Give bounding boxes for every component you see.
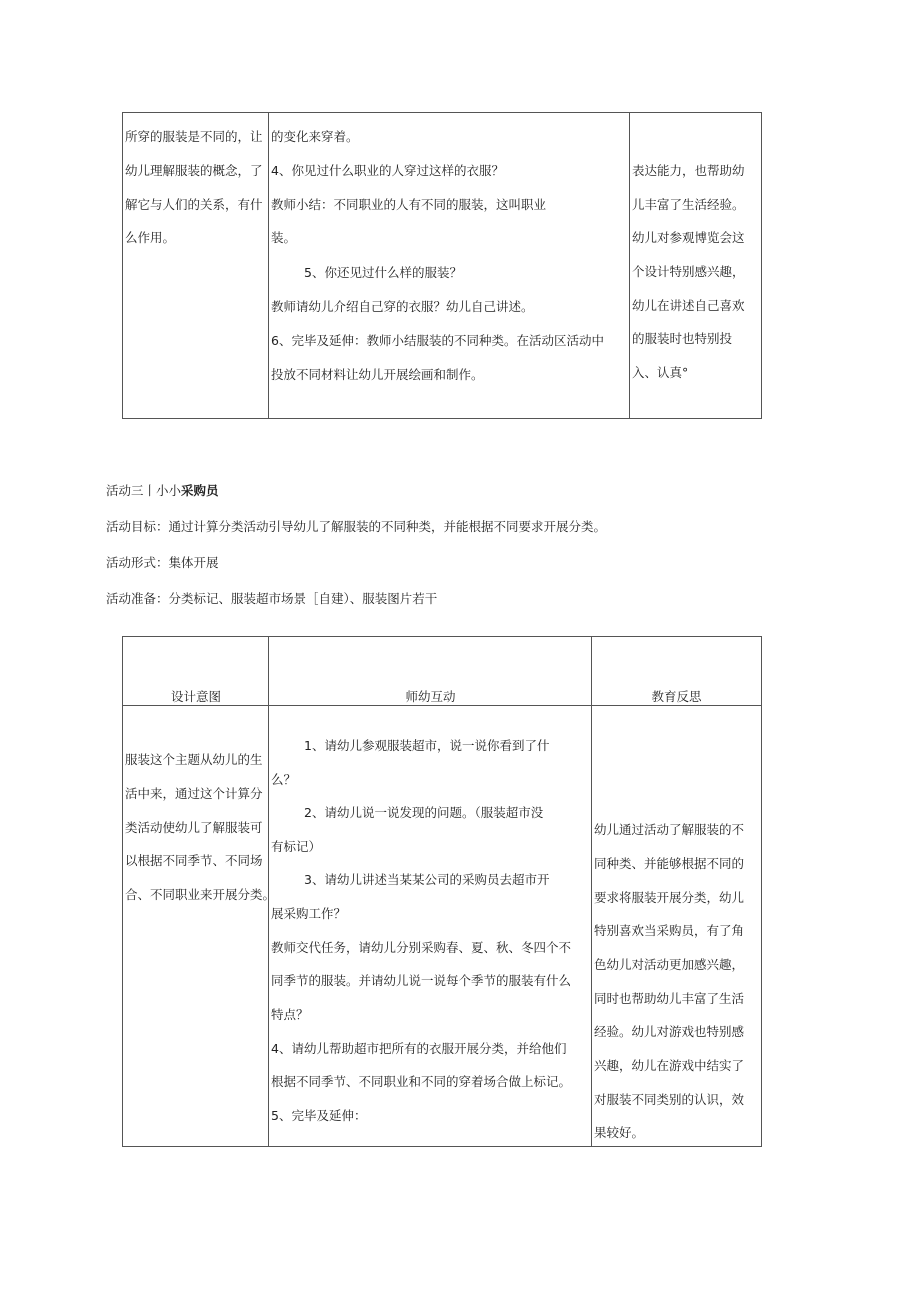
text-line: 解它与人们的关系，有什 [125,197,263,212]
text-line: 服装这个主题从幼儿的生 [125,752,263,767]
text-line: 兴趣，幼儿在游戏中结实了 [594,1058,745,1073]
activity-title-prefix: 活动三丨小小 [106,483,182,498]
header-reflection: 教育反思 [651,689,702,704]
text-line: 个设计特别感兴趣， [632,264,745,279]
text-line: 根据不同季节、不同职业和不同的穿着场合做上标记。 [271,1074,572,1089]
text-line: 展采购工作？ [271,906,347,921]
text-line: 要求将服装开展分类，幼儿 [594,890,745,905]
text-line: 同时也帮助幼儿丰富了生活 [594,991,745,1006]
text-line: 特点？ [271,1007,309,1022]
text-line: 5、完毕及延伸： [271,1108,367,1123]
activity-form: 活动形式：集体开展 [106,555,219,570]
text-line: 么？ [271,772,297,787]
text-line: 教师请幼儿介绍自己穿的衣服？幼儿自己讲述。 [271,299,534,314]
text-line: 活中来，通过这个计算分 [125,786,263,801]
activity-title-name: 采购员 [181,483,219,498]
text-line: 类活动使幼儿了解服装可 [125,820,263,835]
header-interaction: 师幼互动 [405,689,456,704]
text-line: 6、完毕及延伸：教师小结服装的不同种类。在活动区活动中 [271,333,604,348]
reflection-cell [592,706,761,1146]
text-line: 的变化来穿着。 [271,129,359,144]
text-line: 1、请幼儿参观服装超市，说一说你看到了什 [304,738,550,753]
activity-goal: 活动目标：通过计算分类活动引导幼儿了解服装的不同种类，并能根据不同要求开展分类。 [106,519,607,534]
text-line: 所穿的服装是不同的，让 [125,129,263,144]
text-line: 教师交代任务，请幼儿分别采购春、夏、秋、冬四个不 [271,940,572,955]
header-design-intent: 设计意图 [170,689,221,704]
text-line: 的服装时也特别投 [632,331,733,346]
text-line: 果较好。 [594,1125,645,1140]
text-line: 幼儿在讲述自己喜欢 [632,298,745,313]
text-line: 幼儿通过活动了解服装的不 [594,822,745,837]
design-intent-cell [123,706,276,1146]
text-line: 有标记） [271,839,322,854]
text-line: 幼儿对参观博览会这 [632,230,745,245]
text-line: 对服装不同类别的认识，效 [594,1092,745,1107]
interaction-cell [269,706,592,1146]
design-intent-cell [123,113,269,418]
text-line: 4、请幼儿帮助超市把所有的衣服开展分类，并给他们 [271,1041,567,1056]
text-line: 5、你还见过什么样的服装？ [304,265,462,280]
activity-preparation: 活动准备：分类标记、服装超市场景［自建）、服装图片若干 [106,591,438,606]
text-line: 教师小结：不同职业的人有不同的服装，这叫职业 [271,197,547,212]
text-line: 经验。幼儿对游戏也特别感 [594,1024,745,1039]
text-line: 合、不同职业来开展分类。 [125,887,276,902]
text-line: 幼儿理解服装的概念，了 [125,163,263,178]
text-line: 儿丰富了生活经验。 [632,197,745,212]
activity-table [122,636,762,1147]
text-line: 入、认真° [632,365,689,380]
text-line: 同季节的服装。并请幼儿说一说每个季节的服装有什么 [271,973,572,988]
text-line: 特别喜欢当采购员，有了角 [594,923,745,938]
text-line: 2、请幼儿说一说发现的问题。（服装超市没 [304,805,544,820]
activity-table-continued [122,112,762,419]
text-line: 表达能力，也帮助幼 [632,163,745,178]
interaction-cell [269,113,629,418]
text-line: 投放不同材料让幼儿开展绘画和制作。 [271,367,484,382]
text-line: 色幼儿对活动更加感兴趣， [594,957,745,972]
reflection-cell [630,113,761,418]
text-line: 以根据不同季节、不同场 [125,853,263,868]
text-line: 4、你见过什么职业的人穿过这样的衣服？ [271,163,504,178]
text-line: 装。 [271,230,297,245]
text-line: 同种类、并能够根据不同的 [594,856,745,871]
text-line: 么作用。 [125,230,176,245]
text-line: 3、请幼儿讲述当某某公司的采购员去超市开 [304,872,550,887]
activity-title [106,483,219,499]
